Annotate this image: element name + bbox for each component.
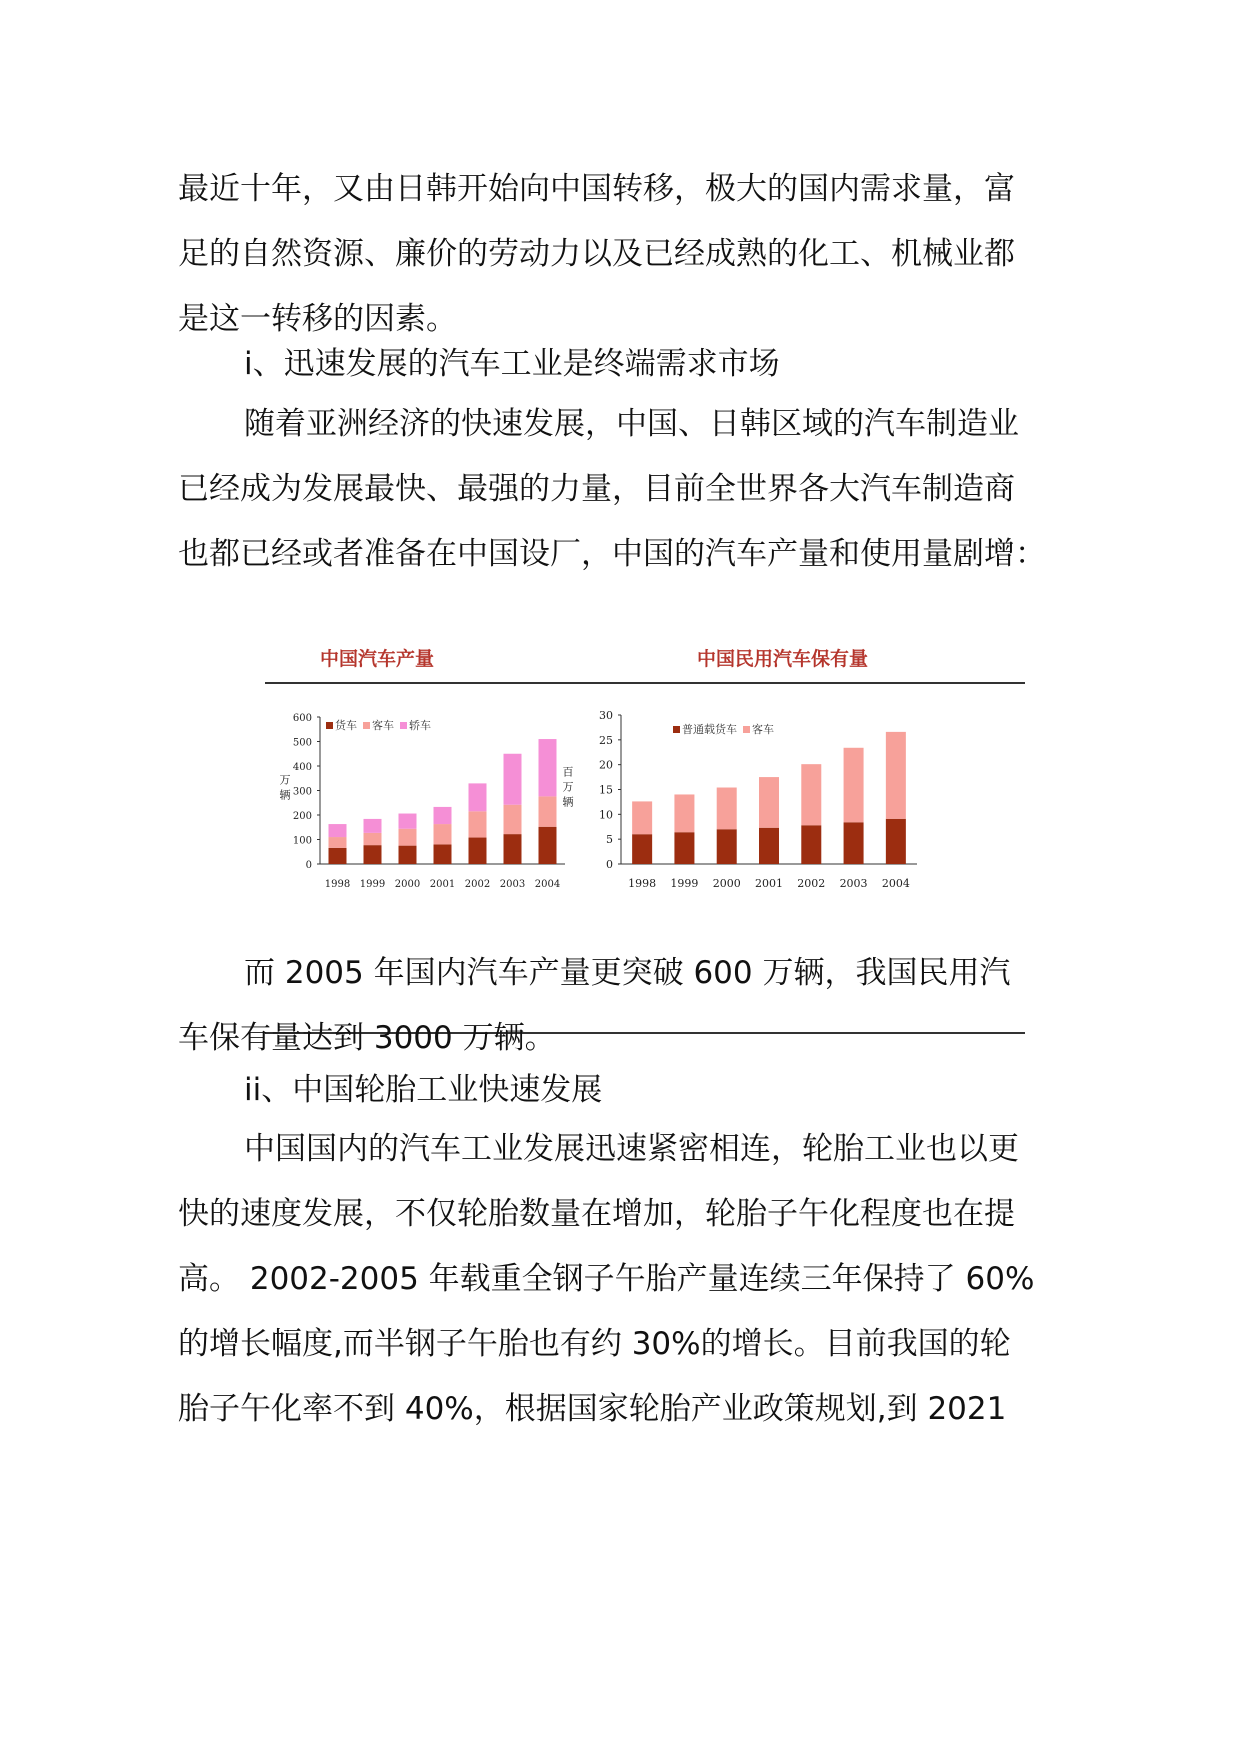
text-line: 胎子午化率不到 40%，根据国家轮胎产业政策规划,到 2021 [178,1391,1007,1427]
x-tick-label: 2004 [534,879,561,890]
y-tick-label: 400 [292,762,312,773]
bar-production [504,805,522,834]
text-line: 最近十年，又由日韩开始向中国转移，极大的国内需求量，富 [178,171,1015,207]
legend-label: 客车 [372,719,394,732]
bar-production [434,824,452,844]
bar-production [504,834,522,864]
bar-production [434,844,452,864]
x-tick-label: 2003 [839,877,868,890]
y-tick-label: 500 [292,737,312,749]
y-axis-label-char: 万 [562,780,574,794]
text-line: 快的速度发展，不仅轮胎数量在增加，轮胎子午化程度也在提 [178,1196,1015,1232]
x-tick-label: 2001 [429,879,456,890]
y-tick-label: 5 [606,833,613,847]
y-tick-label: 300 [292,786,312,798]
text-line: 也都已经或者准备在中国设厂，中国的汽车产量和使用量剧增： [178,536,1046,572]
y-tick-label: 200 [292,811,312,822]
x-tick-label: 2001 [755,877,783,890]
legend-label: 货车 [335,719,357,732]
bar-ownership [801,764,821,825]
paragraph-intro [178,157,1078,352]
bar-production [539,739,557,796]
text-line: 高。 2002-2005 年载重全钢子午胎产量连续三年保持了 60% [178,1261,1035,1297]
bar-production [539,827,557,864]
bar-ownership [801,825,821,864]
x-tick-label: 2002 [464,879,491,890]
y-tick-label: 0 [305,860,312,871]
y-axis-label-char: 辆 [279,788,291,802]
legend-label: 轿车 [409,719,431,732]
text-line: 已经成为发展最快、最强的力量，目前全世界各大汽车制造商 [178,471,1015,507]
paragraph-auto [178,392,1078,587]
legend-label: 普通载货车 [682,723,737,736]
bar-production [364,833,382,845]
text-line: i、迅速发展的汽车工业是终端需求市场 [244,346,780,382]
bar-ownership [674,832,694,864]
bar-ownership [632,801,652,834]
legend-swatch [363,722,370,729]
x-tick-label: 2000 [712,877,741,890]
legend-swatch [326,722,333,729]
text-line: 中国国内的汽车工业发展迅速紧密相连，轮胎工业也以更 [244,1131,1019,1167]
x-tick-label: 2003 [499,879,526,890]
bar-ownership [759,777,779,828]
bar-ownership [844,748,864,823]
legend-swatch [743,726,750,733]
legend-swatch [673,726,680,733]
text-line: 是这一转移的因素。 [178,301,457,337]
x-tick-label: 1999 [670,877,699,890]
legend-swatch [400,722,407,729]
y-tick-label: 25 [599,733,613,747]
paragraph-tire [178,1117,1078,1442]
bar-ownership [759,828,779,864]
text-line: 的增长幅度,而半钢子午胎也有约 30%的增长。目前我国的轮 [178,1326,1011,1362]
x-tick-label: 1998 [628,877,657,890]
y-tick-label: 15 [599,783,613,797]
text-line: 而 2005 年国内汽车产量更突破 600 万辆，我国民用汽 [244,955,1011,991]
y-tick-label: 600 [292,713,312,724]
bar-production [329,848,347,864]
y-axis-label-char: 百 [562,765,574,779]
bar-ownership [844,822,864,864]
bar-ownership [886,819,906,864]
bar-ownership [717,788,737,830]
text-line: 足的自然资源、廉价的劳动力以及已经成熟的化工、机械业都 [178,236,1015,272]
x-tick-label: 2000 [394,879,421,890]
text-line: 车保有量达到 3000 万辆。 [178,1020,556,1056]
section-heading-ii [178,1058,1078,1123]
chart-title-ownership: 中国民用汽车保有量 [697,648,869,670]
chart-title-production: 中国汽车产量 [320,648,435,670]
bar-production [364,819,382,833]
section-heading-i [178,332,1078,397]
x-tick-label: 1999 [359,879,386,890]
bar-production [329,824,347,837]
text-line: ii、中国轮胎工业快速发展 [244,1072,603,1108]
bar-production [539,796,557,826]
y-tick-label: 0 [606,858,613,871]
bar-ownership [886,732,906,819]
bar-production [469,838,487,864]
paragraph-after-chart [178,941,1078,1071]
bar-production [504,754,522,805]
bar-production [469,783,487,811]
bar-ownership [717,829,737,864]
bar-production [434,807,452,824]
x-tick-label: 2002 [797,877,826,890]
bar-production [329,837,347,848]
bar-production [399,829,417,846]
y-axis-label-char: 辆 [562,795,574,809]
legend-label: 客车 [752,723,774,736]
bar-ownership [674,794,694,832]
bar-production [469,811,487,837]
y-tick-label: 30 [599,709,613,722]
x-tick-label: 1998 [324,879,351,890]
y-tick-label: 20 [599,758,613,772]
y-axis-label-char: 万 [279,773,291,787]
y-tick-label: 100 [292,835,312,847]
y-tick-label: 10 [599,808,613,822]
bar-ownership [632,834,652,864]
text-line: 随着亚洲经济的快速发展，中国、日韩区域的汽车制造业 [244,406,1019,442]
bar-production [399,846,417,864]
bar-production [399,814,417,829]
bar-production [364,845,382,864]
x-tick-label: 2004 [881,877,910,890]
